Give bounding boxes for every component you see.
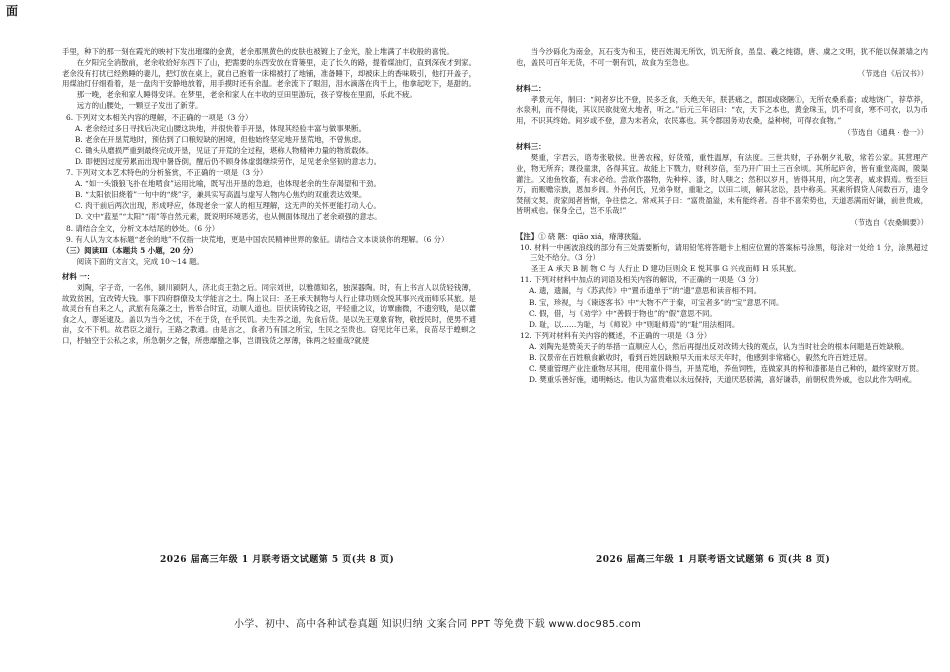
- material-3-text: 樊重，字君云，谘寿张敬侯。世善农稼，好货殖，重性温厚，有法度。三世共财，子孙朝夕礼敬，常若公家。其营理产业，物无所弃；课役童隶，各得其宜。故能上下戮力，财利岁倍，至乃开广田土三百余顷。其所起庐舍，皆有重堂高阁，陂渠灌注。又池鱼牧畜，有求必给。尝欲作器物，先种梓、漆，时人嗤之；然积以岁月，皆得其用，向之笑者，咸求假焉。赀至巨万，而赈赡宗族，恩加乡闾。外孙何氏，兄弟争财，重耻之，以田二顷，解其忿讼，县中称美。其素所假贷人间数百万，遗令焚削文契。责家闻者皆惭，争往偿之。常戒其子曰：“富贵盈溢，未有能终者。吾非不喜荣势也，天道恶满而好谦，前世贵戚，皆明戒也。保身全己，岂不乐哉!”: [516, 153, 928, 216]
- question-list-6-9: [62, 113, 476, 246]
- question-11-stem: 11. 下列对材料中加点的词语及相关内容的解说，不正确的一项是（3 分）: [520, 275, 763, 285]
- question-option: C. 肉干前后两次出现，形成呼应，体现老余一家人的相互理解，这无声的关怀更能打动人心。: [75, 201, 381, 211]
- question-option: C. 锄头从磨损严重到最终完成开垦，见证了开荒的全过程，堪称人物精神力量的物质载体。: [75, 145, 374, 155]
- question-option: A. 刘陶先是赞美天子的举措一直顺应人心，然后再提出反对改铸大钱的观点，认为当时社会的根本问题是百姓缺粮。: [529, 341, 909, 351]
- annotation-note: [516, 232, 928, 243]
- material-1-label: 材料 一：: [62, 271, 95, 281]
- material-2-source: （节选自《通典 · 卷一》）: [843, 127, 928, 137]
- section-heading: （三）阅读Ⅲ（本题共 5 小题，20 分）: [62, 246, 198, 256]
- question-option: A. “如一头饿狼飞扑在地啃食”运用比喻，既写出开垦的急迫，也体现老余的生存渴望和干劲。: [75, 179, 381, 189]
- story-passage: [62, 47, 476, 112]
- question-option: D. 即便因过度劳累而出现中暑昏倒，醒后仍不顾身体虚弱继续劳作，足见老余坚韧的意志力。: [75, 156, 381, 166]
- question-option: D. 樊重乐善好施，通明畅达。他认为富贵难以永远保持，天道厌恶骄满，喜好谦恭，前朝权贵外戚，也以此作为明戒。: [529, 375, 917, 385]
- story-paragraph: 远方的山腰处，一颗豆子发出了新芽。: [76, 101, 203, 111]
- question-option: D. 耻，以……为耻，与《师说》中“则耻师焉”的“耻”用法相同。: [529, 319, 740, 329]
- question-12-stem: 12. 下列对材料有关内容的概述，不正确的一项是（3 分）: [520, 330, 712, 340]
- note-label: 【注】: [516, 231, 539, 241]
- material-3-source: （节选自《农桑辑要》）: [850, 217, 928, 227]
- story-paragraph: 手里，种下的那一刻在霞光的映衬下发出璀璨的金黄，老余那黑黄色的皮肤也被镀上了金光，脸上堆满了丰收般的喜悦。: [62, 47, 454, 56]
- question-12-options: [516, 342, 928, 386]
- left-page-column: [62, 47, 476, 347]
- question-option: C. 樊重管理产业注重物尽其用，使用童仆得当，开垦荒地，养鱼饲牲，连做家具的梓和漆都是自己种的，最终家财万贯。: [529, 364, 924, 374]
- material-1-source: （节选自《后汉书》）: [857, 69, 928, 79]
- section-intro: 阅读下面的文言文，完成 10～14 题。: [76, 257, 204, 267]
- question-option: B. “太阳依旧烧着”一句中的“烧”字，兼具实写高温与虚写人物内心焦灼的双重表达效果。: [75, 190, 367, 200]
- corner-mark: 面: [6, 4, 19, 18]
- question-stem: 9. 有人认为文本标题“老余的地”不仅指一块荒地，更是中国农民精神世界的象征。请结合文本谈谈你的理解。（6 分）: [66, 234, 449, 244]
- question-stem: 8. 请结合全文，分析文本结尾的妙处。（6 分）: [66, 223, 220, 233]
- question-stem: 7. 下列对文本艺术特色的分析鉴赏，不正确的一项是（3 分）: [66, 168, 268, 178]
- question-option: D. 文中“蓝星”“太阳”“雨”等自然元素，既说明环境恶劣，也从侧面体现出了老余顽强的意志。: [75, 212, 382, 222]
- note-text: ① 硗 陿：qiāo xiá，瘠薄狭隘。: [538, 231, 647, 241]
- story-paragraph: 在夕阳完全消散前，老余收拾好东西下了山，把需要的东西安放在背篓里，走了长久的路，提着煤油灯，直到深夜才到家。老余没有打扰已经熟睡的妻儿，把灯放在桌上，就自己抱着一床棉被打了地铺，准备睡下，却被床上的香味吸引，他打开盖子，用煤油灯仔细看着，是一盘肉干安静地放着，用手摸时还有余温。老余流下了眼泪，泪水滴落在肉干上，他拿起吃下，是甜的。: [62, 58, 476, 89]
- footer-page-5: 2026 届高三年级 1 月联考语文试题第 5 页(共 8 页): [160, 555, 395, 565]
- question-option: B. 老余在开垦荒地时，预估到了口粮短缺的困境，但他始终坚定地开垦荒地，不曾焦虑。: [75, 134, 366, 144]
- question-option: A. 遗，遗漏，与《苏武传》中“置币遗单于”的“遗”意思和读音相不同。: [529, 286, 762, 296]
- footer-page-6: 2026 届高三年级 1 月联考语文试题第 6 页(共 8 页): [596, 555, 831, 565]
- question-11-options: [516, 286, 928, 330]
- story-paragraph: 那一晚，老余和家人睡得安详。在梦里，老余和家人在丰收的豆田里游玩，孩子穿梭在里面，乐此不疲。: [76, 90, 417, 100]
- question-option: C. 假，借，与《劝学》中“善假于物也”的“假”意思不同。: [529, 308, 717, 318]
- download-banner: 小学、初中、高中各种试卷真题 知识归纳 文案合同 PPT 等免费下载 www.doc985.com: [234, 619, 642, 630]
- question-10-choices: 圣王 A 承天 B 制 物 C 与 人行止 D 建功巨则众 E 悦其事 G 兴戎而师 H 乐其旅。: [530, 264, 801, 274]
- material-2-label: 材料二：: [516, 83, 546, 93]
- material-1-continuation: 当今沙砾化为南金，瓦石变为和玉，使百姓渴无所饮，饥无所食，虽皇、羲之纯德，唐、虞之文明，犹不能以保萧墙之内也，盖民可百年无货，不可一朝有饥，故食为至急也。: [516, 47, 928, 67]
- question-option: B. 宝，珍视，与《谏逐客书》中“大物不产于秦，可宝者多”的“宝”意思不同。: [529, 297, 784, 307]
- material-3-label: 材料三：: [516, 142, 546, 152]
- material-1-text: 刘陶，字子奇，一名伟，颍川颍阴人，济北贞王勃之后。同宗刘世，以雅德知名，独深器陶。时，有上书言人以货轻钱薄，故致贫困，宜改铸大钱。事下四府群僚及太学能言之士。陶上议曰：圣王承天制物与人行止律功则众悦其事兴戎而师乐其旅。是故灵台有自来之人，武旅有凫藻之士，皆举合时宜，动顺人道也。臣伏读铸钱之诏，平轻重之议，访覃幽微，不遗穷贱，是以藿食之人，谬延逮及。盖以为当今之忧，不在于货，在乎民饥。夫生养之道，先食后货。是以先王观象育物，敬授民时，使男不逋亩，女不下机。故君臣之道行，王路之教通。由是言之，食者乃有国之所宝，生民之至贵也。窃见比年已来，良苗尽于蝗螟之口，杼轴空于公私之求，所急朝夕之餐，所患靡盬之事，岂谓钱货之厚薄，铢两之轻重哉?就使: [62, 282, 476, 345]
- question-option: A. 老余经过多日寻找后决定山腰这块地，并很快着手开垦，体现其经验丰富与做事果断。: [75, 123, 366, 133]
- question-stem: 6. 下列对文本相关内容的理解，不正确的一项是（3 分）: [66, 112, 253, 122]
- question-option: B. 汉景帝在百姓粮食歉收时，看到百姓因缺粮早夭而未尽天年时，他感到非常痛心，毅然允许百姓迁居。: [529, 353, 872, 363]
- material-2-text: 孝景元年，制曰：“间者岁比不登，民多乏食，夭绝天年，朕甚痛之，郡国或硗陿①，无所农桑系畜；或地饶广，荐草莽，水泉利，而不得徙，其议民欲徙宽大地者，听之。”后元三年诏曰：“农，天下之本也，黄金珠玉，饥不可食，寒不可衣，以为币用，不识其终始。间岁或不登，意为末者众，农民寡也。其令郡国务劝农桑，益种树，可得衣食物。”: [516, 94, 928, 126]
- question-10-stem: 10. 材料一中画波浪线的部分有三处需要断句，请用铅笔将答题卡上相应位置的答案标号涂黑，每涂对一处给 1 分，涂黑超过三处不给分。（3 分）: [520, 242, 928, 263]
- right-page-column: [516, 47, 928, 386]
